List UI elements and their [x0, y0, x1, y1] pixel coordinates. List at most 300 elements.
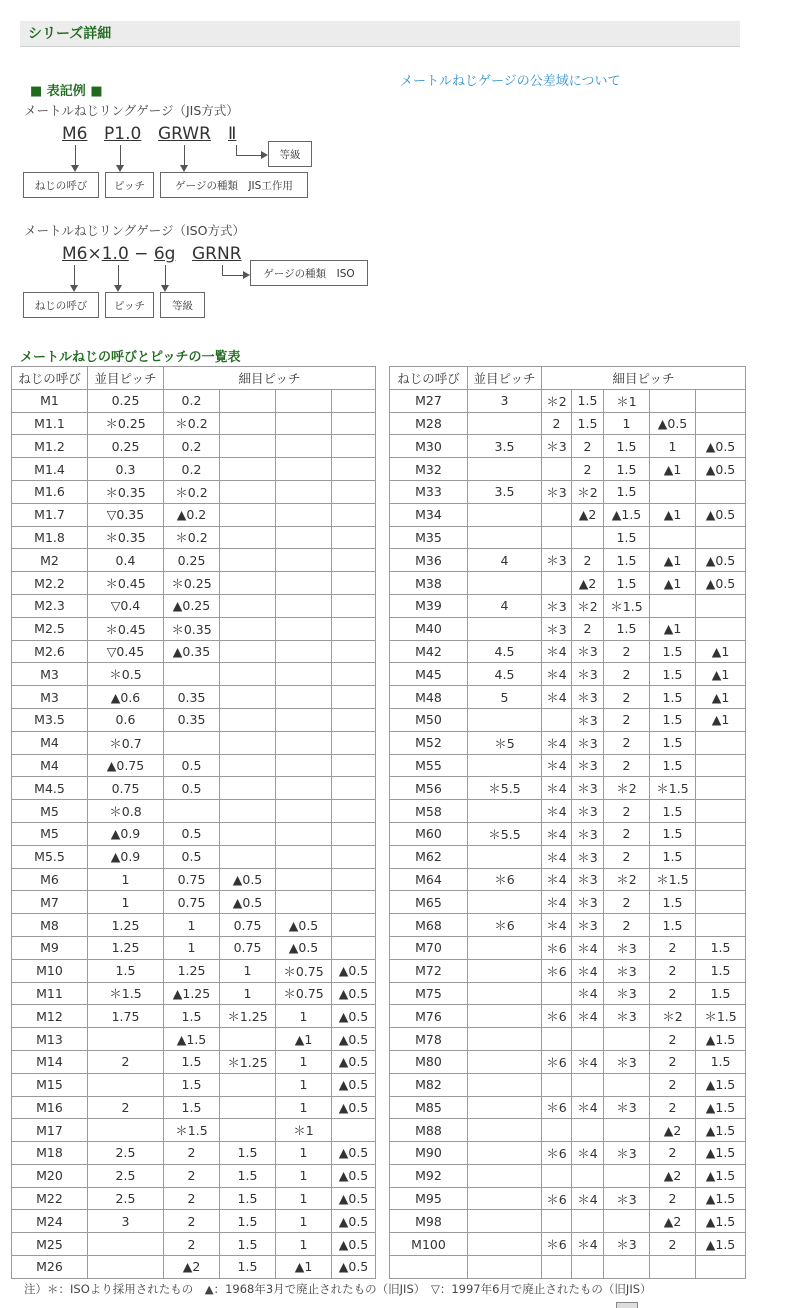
cell-fine-pitch: [276, 663, 332, 686]
cell-fine-pitch: [332, 800, 376, 823]
cell-coarse-pitch: ▲0.6: [88, 686, 164, 709]
table-row: [390, 663, 746, 686]
cell-coarse-pitch: [468, 1073, 542, 1096]
cell-coarse-pitch: [468, 617, 542, 640]
cell-fine-pitch: 2: [604, 754, 650, 777]
cell-fine-pitch: 2: [650, 1028, 696, 1051]
cell-fine-pitch: 1.5: [164, 1005, 220, 1028]
cell-nominal: M1.7: [12, 503, 88, 526]
table-row: [390, 1187, 746, 1210]
cell-fine-pitch: ▲0.5: [696, 549, 746, 572]
cell-fine-pitch: ＊3: [604, 936, 650, 959]
cell-coarse-pitch: 4.5: [468, 663, 542, 686]
table-row: [390, 777, 746, 800]
cell-fine-pitch: 1.5: [164, 1050, 220, 1073]
cell-nominal: M2.3: [12, 594, 88, 617]
cell-fine-pitch: [604, 1073, 650, 1096]
cell-nominal: M62: [390, 845, 468, 868]
table-row: [390, 1096, 746, 1119]
table-row: [390, 914, 746, 937]
cell-fine-pitch: ▲1.25: [164, 982, 220, 1005]
table-row: [390, 936, 746, 959]
cell-fine-pitch: ＊1.5: [650, 777, 696, 800]
cell-fine-pitch: 0.75: [220, 914, 276, 937]
cell-fine-pitch: [542, 1028, 572, 1051]
cell-nominal: M98: [390, 1210, 468, 1233]
table-row: [12, 868, 376, 891]
cell-fine-pitch: [696, 868, 746, 891]
cell-fine-pitch: ▲1: [650, 572, 696, 595]
cell-nominal: M16: [12, 1096, 88, 1119]
cell-fine-pitch: [220, 1119, 276, 1142]
cell-fine-pitch: [332, 412, 376, 435]
cell-fine-pitch: 1.5: [696, 936, 746, 959]
cell-fine-pitch: [276, 435, 332, 458]
cell-fine-pitch: [220, 503, 276, 526]
cell-coarse-pitch: [88, 1073, 164, 1096]
cell-fine-pitch: ＊4: [542, 891, 572, 914]
cell-fine-pitch: 2: [650, 1142, 696, 1165]
cell-fine-pitch: ▲1.5: [604, 503, 650, 526]
cell-coarse-pitch: [88, 1256, 164, 1279]
cell-coarse-pitch: ＊5.5: [468, 822, 542, 845]
cell-fine-pitch: ▲2: [572, 503, 604, 526]
cell-fine-pitch: [220, 458, 276, 481]
table-row: [12, 914, 376, 937]
cell-fine-pitch: 1: [604, 412, 650, 435]
cell-fine-pitch: [572, 1210, 604, 1233]
cell-nominal: M1.1: [12, 412, 88, 435]
cell-nominal: M85: [390, 1096, 468, 1119]
cell-coarse-pitch: ＊6: [468, 868, 542, 891]
cell-fine-pitch: [572, 1073, 604, 1096]
cell-fine-pitch: 1.5: [164, 1073, 220, 1096]
cell-nominal: M25: [12, 1233, 88, 1256]
cell-fine-pitch: ＊2: [572, 594, 604, 617]
table-row: [12, 458, 376, 481]
cell-coarse-pitch: ＊0.25: [88, 412, 164, 435]
table-row: [12, 503, 376, 526]
cell-fine-pitch: 0.75: [164, 868, 220, 891]
cell-coarse-pitch: 3: [88, 1210, 164, 1233]
cell-fine-pitch: 0.5: [164, 754, 220, 777]
cell-fine-pitch: ▲0.5: [696, 435, 746, 458]
cell-nominal: M56: [390, 777, 468, 800]
cell-coarse-pitch: [468, 412, 542, 435]
cell-fine-pitch: ▲1.5: [696, 1164, 746, 1187]
table-row: [390, 640, 746, 663]
cell-fine-pitch: ▲1.5: [696, 1073, 746, 1096]
cell-fine-pitch: ＊3: [604, 959, 650, 982]
cell-fine-pitch: 1.5: [650, 800, 696, 823]
cell-fine-pitch: 1.5: [164, 1096, 220, 1119]
table-row: [390, 822, 746, 845]
cell-fine-pitch: ▲1.5: [696, 1233, 746, 1256]
jis-code-grade: Ⅱ: [228, 124, 237, 144]
table-row: [390, 686, 746, 709]
cell-fine-pitch: ▲1: [650, 458, 696, 481]
cell-fine-pitch: [276, 731, 332, 754]
table-row: [12, 389, 376, 412]
iso-subtitle: メートルねじリングゲージ（ISO方式）: [24, 223, 245, 238]
cell-fine-pitch: ＊6: [542, 936, 572, 959]
cell-fine-pitch: [542, 458, 572, 481]
cell-fine-pitch: [276, 868, 332, 891]
cell-fine-pitch: ▲0.5: [276, 936, 332, 959]
cell-fine-pitch: ▲0.5: [332, 1005, 376, 1028]
cell-nominal: M42: [390, 640, 468, 663]
table-row: [12, 686, 376, 709]
cell-fine-pitch: [542, 1119, 572, 1142]
cell-nominal: M76: [390, 1005, 468, 1028]
cell-fine-pitch: [332, 663, 376, 686]
cell-fine-pitch: ＊1.5: [604, 594, 650, 617]
jis-label-grade: 等級: [268, 141, 312, 167]
cell-fine-pitch: ▲0.5: [332, 1233, 376, 1256]
table-row: [12, 480, 376, 503]
cell-fine-pitch: 1: [276, 1096, 332, 1119]
cell-coarse-pitch: ＊5: [468, 731, 542, 754]
table-row: [12, 1028, 376, 1051]
cell-fine-pitch: 2: [650, 936, 696, 959]
table-row: [12, 936, 376, 959]
cell-fine-pitch: [220, 412, 276, 435]
cell-fine-pitch: [164, 800, 220, 823]
cell-nominal: M40: [390, 617, 468, 640]
cell-nominal: M28: [390, 412, 468, 435]
cell-fine-pitch: [604, 1119, 650, 1142]
tolerance-link[interactable]: メートルねじゲージの公差域について: [400, 74, 621, 89]
cell-fine-pitch: ▲1: [650, 549, 696, 572]
cell-fine-pitch: 1: [276, 1187, 332, 1210]
cell-fine-pitch: 1.5: [220, 1233, 276, 1256]
cell-nominal: M38: [390, 572, 468, 595]
cell-fine-pitch: 2: [650, 1073, 696, 1096]
cell-fine-pitch: ▲1: [276, 1028, 332, 1051]
cell-nominal: M9: [12, 936, 88, 959]
cell-nominal: M90: [390, 1142, 468, 1165]
table-row: [390, 891, 746, 914]
table-row: [390, 1256, 746, 1279]
cell-fine-pitch: ▲0.5: [332, 1142, 376, 1165]
table-row: [390, 1210, 746, 1233]
cell-fine-pitch: ▲1.5: [164, 1028, 220, 1051]
cell-fine-pitch: ＊3: [572, 845, 604, 868]
cell-coarse-pitch: ＊0.45: [88, 617, 164, 640]
cell-fine-pitch: [332, 572, 376, 595]
table-row: [12, 959, 376, 982]
cell-fine-pitch: 2: [604, 914, 650, 937]
header-fine: 細目ピッチ: [542, 367, 746, 390]
cell-nominal: M3.5: [12, 708, 88, 731]
cell-nominal: M30: [390, 435, 468, 458]
cell-nominal: M39: [390, 594, 468, 617]
cell-fine-pitch: ＊1.5: [164, 1119, 220, 1142]
table-row: [390, 1005, 746, 1028]
cell-fine-pitch: ＊0.75: [276, 982, 332, 1005]
cell-coarse-pitch: ▽0.35: [88, 503, 164, 526]
cell-coarse-pitch: [468, 458, 542, 481]
cell-fine-pitch: ＊4: [572, 1096, 604, 1119]
cell-coarse-pitch: [468, 1256, 542, 1279]
table-row: [390, 982, 746, 1005]
cell-nominal: M100: [390, 1233, 468, 1256]
cell-fine-pitch: 2: [604, 686, 650, 709]
cell-fine-pitch: ▲0.2: [164, 503, 220, 526]
print-icon[interactable]: [616, 1302, 638, 1308]
cell-fine-pitch: [332, 708, 376, 731]
cell-fine-pitch: ＊3: [572, 686, 604, 709]
cell-fine-pitch: 2: [572, 435, 604, 458]
cell-fine-pitch: ＊4: [572, 1187, 604, 1210]
cell-fine-pitch: 2: [604, 663, 650, 686]
cell-fine-pitch: 2: [164, 1187, 220, 1210]
cell-fine-pitch: [604, 1164, 650, 1187]
cell-fine-pitch: 1.5: [604, 435, 650, 458]
cell-fine-pitch: ＊3: [572, 777, 604, 800]
cell-coarse-pitch: ▲0.75: [88, 754, 164, 777]
cell-fine-pitch: ▲0.5: [696, 572, 746, 595]
header-nominal: ねじの呼び: [12, 367, 88, 390]
iso-code-nominal: M6: [62, 244, 88, 264]
cell-fine-pitch: 1.5: [650, 640, 696, 663]
cell-fine-pitch: [276, 572, 332, 595]
cell-fine-pitch: 2: [650, 959, 696, 982]
cell-fine-pitch: ＊3: [604, 1096, 650, 1119]
cell-fine-pitch: [220, 389, 276, 412]
cell-fine-pitch: 0.35: [164, 708, 220, 731]
cell-fine-pitch: 1.5: [696, 982, 746, 1005]
cell-fine-pitch: ＊3: [572, 731, 604, 754]
cell-fine-pitch: 1.5: [220, 1256, 276, 1279]
table-row: [390, 868, 746, 891]
cell-fine-pitch: ▲2: [164, 1256, 220, 1279]
cell-fine-pitch: ▲0.5: [332, 1028, 376, 1051]
cell-fine-pitch: ＊3: [572, 663, 604, 686]
cell-fine-pitch: [276, 412, 332, 435]
iso-code-times: ×: [87, 244, 102, 264]
cell-nominal: M75: [390, 982, 468, 1005]
cell-fine-pitch: 2: [604, 640, 650, 663]
cell-fine-pitch: [332, 754, 376, 777]
cell-coarse-pitch: 4: [468, 549, 542, 572]
cell-nominal: M5: [12, 800, 88, 823]
cell-fine-pitch: ＊1.5: [696, 1005, 746, 1028]
cell-coarse-pitch: [468, 1187, 542, 1210]
cell-fine-pitch: ＊4: [542, 754, 572, 777]
cell-fine-pitch: ＊0.75: [276, 959, 332, 982]
cell-fine-pitch: [696, 914, 746, 937]
cell-fine-pitch: [650, 1256, 696, 1279]
cell-fine-pitch: 1.5: [650, 686, 696, 709]
cell-fine-pitch: 2: [604, 822, 650, 845]
cell-fine-pitch: 1: [276, 1210, 332, 1233]
cell-fine-pitch: [572, 1164, 604, 1187]
table-row: [12, 822, 376, 845]
cell-coarse-pitch: [468, 891, 542, 914]
cell-fine-pitch: [696, 480, 746, 503]
table-row: [12, 1256, 376, 1279]
cell-fine-pitch: [332, 891, 376, 914]
cell-nominal: M26: [12, 1256, 88, 1279]
table-row: [12, 1005, 376, 1028]
cell-fine-pitch: ＊3: [604, 1187, 650, 1210]
cell-fine-pitch: 1.5: [650, 731, 696, 754]
cell-fine-pitch: ＊3: [604, 1005, 650, 1028]
cell-fine-pitch: ▲1: [276, 1256, 332, 1279]
footnote: 注）＊：ISOより採用されたもの ▲：1968年3月で廃止されたもの（旧JIS） ▽：1997年6月で廃止されたもの（旧JIS）: [24, 1282, 652, 1296]
header-nominal: ねじの呼び: [390, 367, 468, 390]
cell-coarse-pitch: ＊6: [468, 914, 542, 937]
cell-fine-pitch: ＊4: [572, 959, 604, 982]
cell-coarse-pitch: 3.5: [468, 435, 542, 458]
cell-fine-pitch: 1: [220, 982, 276, 1005]
cell-fine-pitch: [164, 731, 220, 754]
cell-nominal: M13: [12, 1028, 88, 1051]
cell-fine-pitch: ＊1: [604, 389, 650, 412]
cell-fine-pitch: [276, 389, 332, 412]
cell-fine-pitch: [220, 480, 276, 503]
cell-coarse-pitch: 1.25: [88, 936, 164, 959]
table-row: [390, 526, 746, 549]
cell-coarse-pitch: [468, 845, 542, 868]
cell-coarse-pitch: ＊0.35: [88, 526, 164, 549]
cell-coarse-pitch: ＊0.7: [88, 731, 164, 754]
cell-fine-pitch: 1.5: [604, 549, 650, 572]
cell-nominal: M34: [390, 503, 468, 526]
cell-coarse-pitch: 4.5: [468, 640, 542, 663]
cell-fine-pitch: 2: [572, 617, 604, 640]
cell-fine-pitch: 1: [276, 1142, 332, 1165]
cell-coarse-pitch: [468, 1096, 542, 1119]
cell-fine-pitch: 1.5: [650, 914, 696, 937]
cell-nominal: [390, 1256, 468, 1279]
cell-fine-pitch: [604, 1028, 650, 1051]
table-row: [12, 1233, 376, 1256]
cell-fine-pitch: [220, 754, 276, 777]
cell-fine-pitch: ＊4: [542, 845, 572, 868]
cell-nominal: M10: [12, 959, 88, 982]
header-coarse: 並目ピッチ: [88, 367, 164, 390]
cell-fine-pitch: [332, 458, 376, 481]
table-row: [12, 891, 376, 914]
table-row: [12, 800, 376, 823]
cell-coarse-pitch: [468, 959, 542, 982]
table-row: [12, 549, 376, 572]
cell-fine-pitch: ▲1: [650, 503, 696, 526]
header-coarse: 並目ピッチ: [468, 367, 542, 390]
cell-nominal: M18: [12, 1142, 88, 1165]
cell-fine-pitch: ＊6: [542, 1005, 572, 1028]
table-row: [12, 708, 376, 731]
table-row: [12, 1164, 376, 1187]
cell-fine-pitch: 2: [650, 982, 696, 1005]
cell-fine-pitch: ＊3: [542, 480, 572, 503]
cell-nominal: M48: [390, 686, 468, 709]
table-row: [390, 1119, 746, 1142]
cell-fine-pitch: ▲0.5: [332, 982, 376, 1005]
cell-fine-pitch: [542, 708, 572, 731]
cell-coarse-pitch: ＊0.35: [88, 480, 164, 503]
cell-fine-pitch: 1.25: [164, 959, 220, 982]
cell-fine-pitch: [220, 845, 276, 868]
cell-coarse-pitch: 2.5: [88, 1142, 164, 1165]
cell-fine-pitch: [276, 594, 332, 617]
cell-fine-pitch: ▲0.5: [332, 959, 376, 982]
cell-fine-pitch: [332, 936, 376, 959]
cell-fine-pitch: [332, 526, 376, 549]
cell-nominal: M52: [390, 731, 468, 754]
cell-fine-pitch: [332, 686, 376, 709]
cell-fine-pitch: [696, 822, 746, 845]
cell-coarse-pitch: [468, 503, 542, 526]
cell-fine-pitch: [542, 572, 572, 595]
cell-fine-pitch: [276, 845, 332, 868]
cell-nominal: M1.4: [12, 458, 88, 481]
cell-fine-pitch: [542, 526, 572, 549]
cell-fine-pitch: ▲0.5: [332, 1050, 376, 1073]
cell-coarse-pitch: [468, 1210, 542, 1233]
cell-fine-pitch: ＊4: [542, 663, 572, 686]
cell-nominal: M60: [390, 822, 468, 845]
table-row: [390, 845, 746, 868]
cell-fine-pitch: ＊4: [572, 982, 604, 1005]
cell-fine-pitch: ＊3: [572, 868, 604, 891]
cell-nominal: M1.2: [12, 435, 88, 458]
cell-fine-pitch: [696, 731, 746, 754]
section-title: シリーズ詳細: [20, 21, 740, 47]
jis-subtitle: メートルねじリングゲージ（JIS方式）: [24, 103, 239, 118]
cell-fine-pitch: 2: [650, 1187, 696, 1210]
cell-fine-pitch: ＊3: [542, 594, 572, 617]
cell-fine-pitch: [332, 914, 376, 937]
cell-fine-pitch: ▲0.5: [220, 868, 276, 891]
cell-fine-pitch: ＊3: [572, 822, 604, 845]
cell-coarse-pitch: ▽0.4: [88, 594, 164, 617]
cell-fine-pitch: 0.5: [164, 777, 220, 800]
cell-fine-pitch: 1.5: [650, 754, 696, 777]
cell-fine-pitch: ＊3: [572, 800, 604, 823]
cell-fine-pitch: [220, 617, 276, 640]
cell-fine-pitch: ▲1.5: [696, 1028, 746, 1051]
cell-fine-pitch: [220, 708, 276, 731]
cell-fine-pitch: 2: [164, 1142, 220, 1165]
cell-nominal: M33: [390, 480, 468, 503]
cell-fine-pitch: ＊6: [542, 1187, 572, 1210]
jis-code-nominal: M6: [62, 124, 88, 144]
cell-fine-pitch: 0.75: [164, 891, 220, 914]
cell-fine-pitch: ▲0.5: [650, 412, 696, 435]
cell-nominal: M72: [390, 959, 468, 982]
cell-fine-pitch: ＊4: [542, 731, 572, 754]
cell-fine-pitch: 0.2: [164, 389, 220, 412]
cell-fine-pitch: [332, 822, 376, 845]
cell-fine-pitch: [276, 617, 332, 640]
cell-fine-pitch: 2: [572, 549, 604, 572]
cell-fine-pitch: [572, 1119, 604, 1142]
cell-fine-pitch: [220, 594, 276, 617]
cell-nominal: M50: [390, 708, 468, 731]
cell-fine-pitch: 2: [572, 458, 604, 481]
cell-fine-pitch: ▲1.5: [696, 1187, 746, 1210]
cell-coarse-pitch: 5: [468, 686, 542, 709]
pitch-table-right: [389, 366, 746, 1279]
cell-fine-pitch: [572, 1256, 604, 1279]
cell-fine-pitch: ▲1: [696, 640, 746, 663]
cell-fine-pitch: ＊4: [542, 800, 572, 823]
cell-fine-pitch: 1.5: [604, 526, 650, 549]
cell-coarse-pitch: 0.3: [88, 458, 164, 481]
